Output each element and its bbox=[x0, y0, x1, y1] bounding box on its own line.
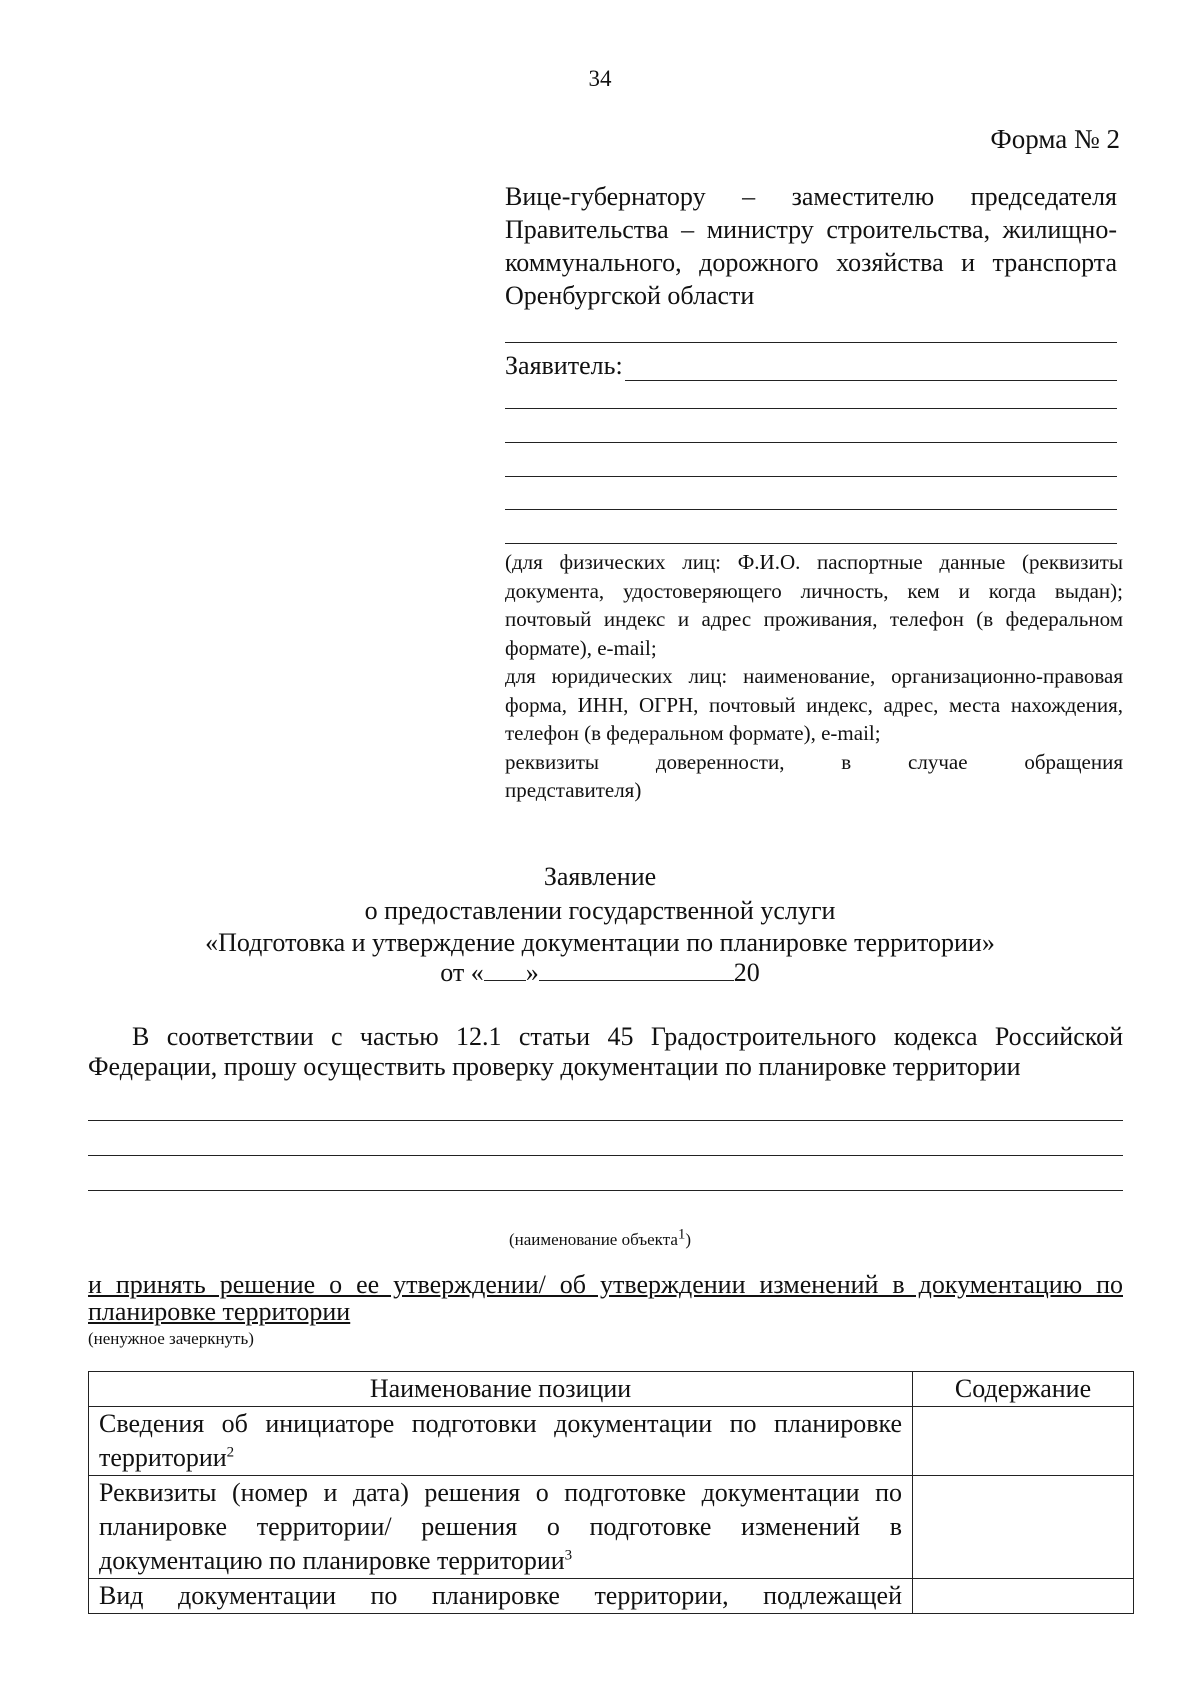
position-name: Вид документации по планировке территории, подлежащей bbox=[89, 1579, 913, 1614]
applicant-hint bbox=[505, 548, 1123, 805]
header-content: Содержание bbox=[913, 1372, 1134, 1407]
form-label: Форма № 2 bbox=[990, 124, 1120, 154]
content-cell[interactable] bbox=[913, 1407, 1134, 1476]
hint-representative: представителя) bbox=[505, 778, 642, 802]
month-field[interactable] bbox=[539, 958, 734, 981]
table-row bbox=[89, 1579, 1134, 1614]
applicant-field-line[interactable] bbox=[505, 442, 1117, 443]
day-field[interactable] bbox=[484, 958, 526, 981]
date-mid: » bbox=[525, 958, 539, 987]
hint-legal-entities: для юридических лиц: наименование, организационно-правовая форма, ИНН, ОГРН, почтовый индекс, адрес, места нахождения, телефон (в федеральном формате), e-mail; bbox=[505, 664, 1123, 745]
table-row bbox=[89, 1407, 1134, 1476]
date-line bbox=[0, 958, 1200, 988]
position-name: Сведения об инициаторе подготовки документации по планировке территории$^2$ bbox=[89, 1407, 913, 1476]
hint-individuals: (для физических лиц: Ф.И.О. паспортные данные (реквизиты документа, удостоверяющего личность, кем и когда выдан); почтовый индекс и адрес проживания, телефон (в федеральном формате), e-mail; bbox=[505, 550, 1123, 660]
hint-power-of-attorney: реквизиты доверенности, в случае обращения bbox=[505, 749, 1123, 774]
object-name-line[interactable] bbox=[88, 1120, 1123, 1121]
object-name-line[interactable] bbox=[88, 1155, 1123, 1156]
applicant-label: Заявитель: bbox=[505, 351, 623, 380]
recipient-underline bbox=[505, 342, 1117, 343]
document-subtitle: о предоставлении государственной услуги bbox=[364, 896, 836, 925]
request-text: В соответствии с частью 12.1 статьи 45 Градостроительного кодекса Российской Федерации, прошу осуществить проверку документации по планировке территории bbox=[88, 1022, 1123, 1081]
position-name: Реквизиты (номер и дата) решения о подготовке документации по планировке территории/ решения о подготовке изменений в документацию по планировке территории$^3$ bbox=[89, 1476, 913, 1579]
date-prefix: от « bbox=[440, 958, 484, 987]
request-paragraph bbox=[88, 1022, 1123, 1082]
object-caption: (наименование объекта$^1$) bbox=[508, 1226, 692, 1249]
header-position-name: Наименование позиции bbox=[89, 1372, 913, 1407]
applicant-field-line[interactable] bbox=[505, 543, 1117, 544]
year-prefix: 20 bbox=[733, 958, 760, 987]
applicant-row bbox=[505, 351, 1117, 381]
table-row bbox=[89, 1476, 1134, 1579]
accept-decision-text: и принять решение о ее утверждении/ об утверждении изменений в документацию по планировке территории bbox=[88, 1270, 1123, 1326]
service-name: «Подготовка и утверждение документации по планировке территории» bbox=[205, 928, 995, 957]
object-name-line[interactable] bbox=[88, 1190, 1123, 1191]
applicant-field[interactable] bbox=[625, 354, 1117, 381]
content-cell[interactable] bbox=[913, 1579, 1134, 1614]
footnote-ref: 1 bbox=[677, 1226, 686, 1243]
applicant-field-line[interactable] bbox=[505, 476, 1117, 477]
strike-note: (ненужное зачеркнуть) bbox=[88, 1329, 254, 1348]
page-number: 34 bbox=[588, 66, 612, 91]
table-header-row bbox=[89, 1372, 1134, 1407]
document-title: Заявление bbox=[543, 862, 657, 891]
applicant-field-line[interactable] bbox=[505, 509, 1117, 510]
recipient-block: Вице-губернатору – заместителю председателя Правительства – министру строительства, жилищно-коммунального, дорожного хозяйства и транспорта Оренбургской области bbox=[505, 182, 1117, 310]
positions-table bbox=[88, 1371, 1134, 1614]
content-cell[interactable] bbox=[913, 1476, 1134, 1579]
applicant-field-line[interactable] bbox=[505, 408, 1117, 409]
